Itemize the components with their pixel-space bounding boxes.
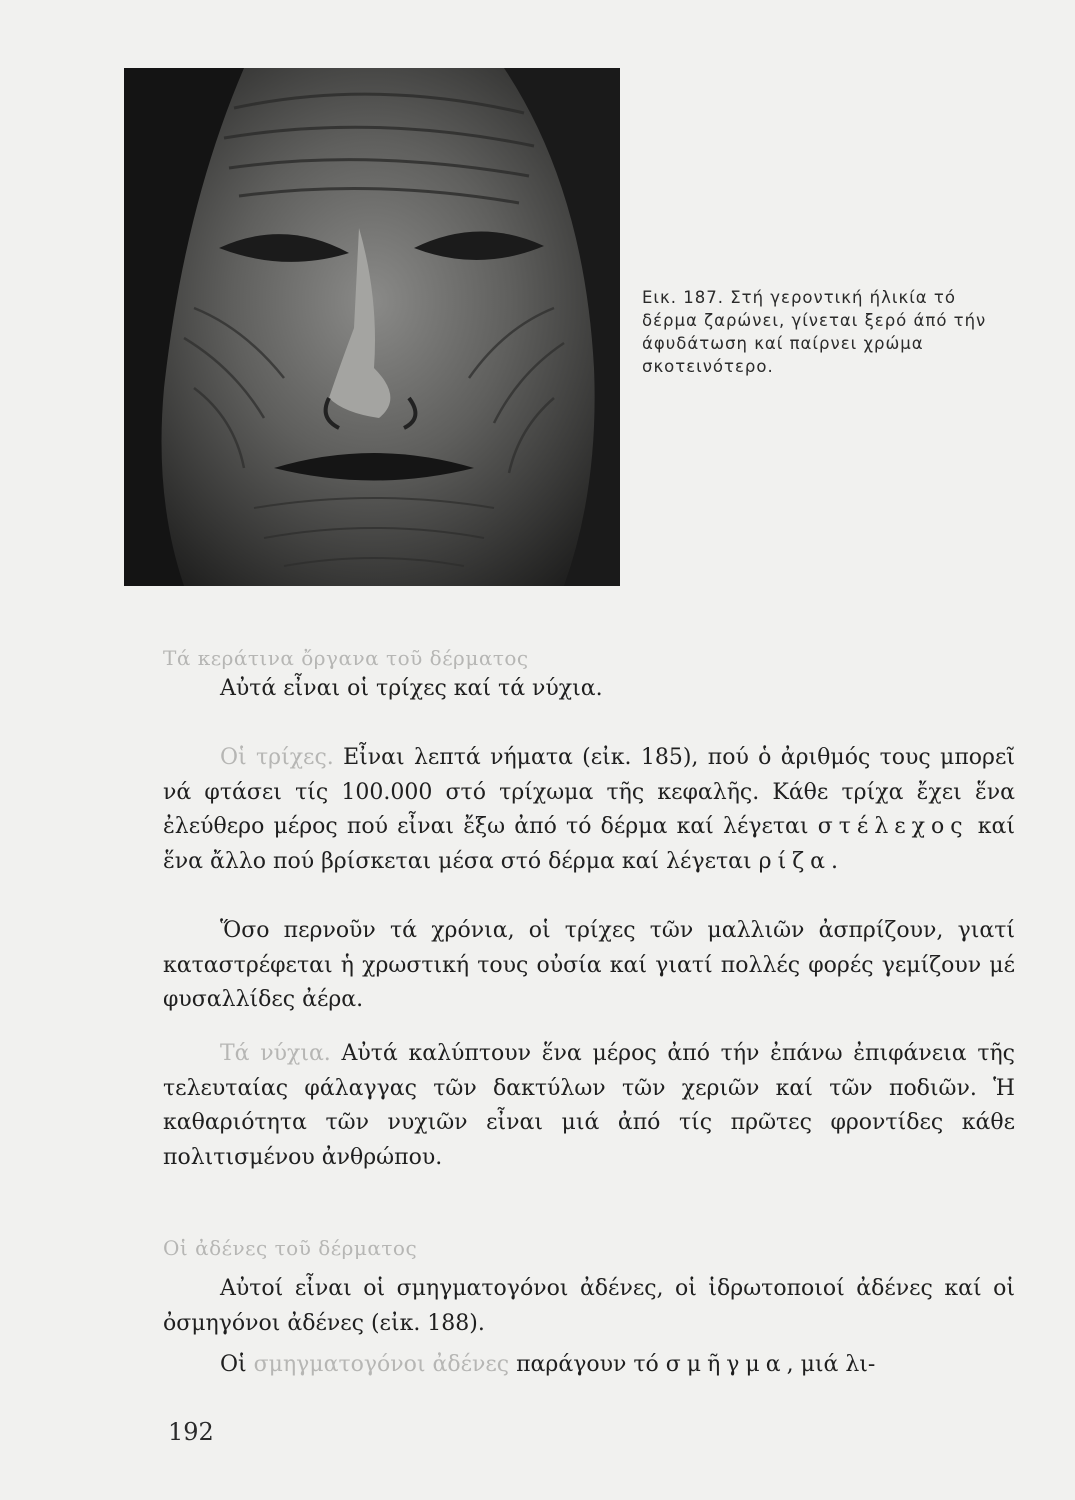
paragraph-hair-aging [163,914,1015,1018]
sebaceous-text-c: , μιά λι- [786,1352,876,1377]
page-number: 192 [168,1418,214,1446]
hair-text-c: . [831,848,838,874]
sebaceous-text-a: Οἱ [220,1352,254,1377]
hair-text-a: Εἶναι λεπτά νήματα (εἰκ. 185), πού ὁ ἀριθμός τους μπορεῖ νά φτάσει τίς 100.000 στό τρίχωμα τῆς κεφαλῆς. Κάθε τρίχα ἔχει ἕνα ἐλεύθερο μέρος πού εἶναι ἔξω ἀπό τό δέρμα καί λέγεται [163,745,1015,839]
paragraph-nails [163,1037,1015,1175]
paragraph-glands [163,1272,1015,1341]
sebaceous-lead: σμηγματογόνοι ἀδένες [253,1352,510,1377]
hair-aging-text: Ὅσο περνοῦν τά χρόνια, οἱ τρίχες τῶν μαλλιῶν ἀσπρίζουν, γιατί καταστρέφεται ἡ χρωστική τους οὐσία καί γιατί πολλές φορές γεμίζουν μέ φυσαλλίδες ἀέρα. [163,918,1015,1012]
term-stelechos: στέλεχος [817,814,969,839]
paragraph-intro-text: Αὐτά εἶναι οἱ τρίχες καί τά νύχια. [220,676,603,701]
hair-lead: Οἱ τρίχες. [220,745,334,770]
section-heading-skin-glands: Οἱ ἀδένες τοῦ δέρματος [163,1236,418,1260]
paragraph-intro [163,672,1015,707]
sebaceous-text-b: παράγουν τό [509,1352,666,1377]
nails-lead: Τά νύχια. [220,1041,331,1066]
wrinkled-face-image [124,68,620,586]
glands-text: Αὐτοί εἶναι οἱ σμηγματογόνοι ἀδένες, οἱ ἱδρωτοποιοί ἀδένες καί οἱ ὀσμηγόνοι ἀδένες (εἰκ. 188). [163,1276,1015,1336]
paragraph-sebaceous [163,1348,1015,1383]
figure-caption: Εικ. 187. Στή γεροντική ήλικία τό δέρμα ζαρώνει, γίνεται ξερό άπό τήν άφυδάτωση καί παίρνει χρώμα σκοτεινότερο. [642,288,987,376]
nails-text: Αὐτά καλύπτουν ἕνα μέρος ἀπό τήν ἐπάνω ἐπιφάνεια τῆς τελευταίας φάλαγγας τῶν δακτύλων τῶν χεριῶν καί τῶν ποδιῶν. Ἡ καθαριότητα τῶν νυχιῶν εἶναι μιά ἀπό τίς πρῶτες φροντίδες κάθε πολιτισμένου ἀνθρώπου. [163,1041,1015,1170]
face-photograph [124,68,620,586]
section-heading-keratin-organs: Τά κεράτινα ὄργανα τοῦ δέρματος [163,646,529,670]
paragraph-hair [163,741,1015,879]
term-riza: ρίζα [758,848,831,874]
term-smigma: σμῆγμα [665,1352,787,1377]
hair-text-b: καί ἕνα ἄλλο πού βρίσκεται μέσα στό δέρμα καί λέγεται [163,814,1015,874]
